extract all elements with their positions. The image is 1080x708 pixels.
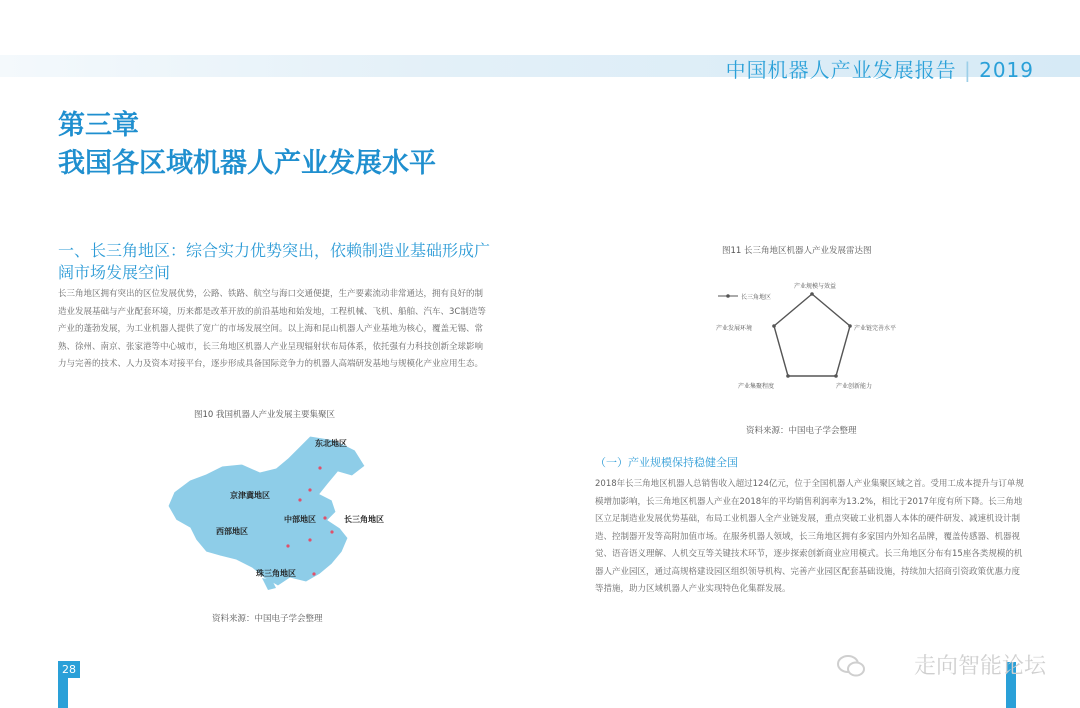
radar-polygon [774,294,850,376]
city-dot [323,516,326,519]
right-paragraph: 2018年长三角地区机器人总销售收入超过124亿元，位于全国机器人产业集聚区域之首。受用工成本提升与订单规模增加影响，长三角地区机器人产业在2018年的平均销售利润率为13.2%，相比于2017年度有所下降。长三角地区立足制造业发展优势基础，布局工业机器人全产业链发展，重点突破工业机器人本体的硬件研发、减速机设计制造、控制器开发等高附加值市场。在服务机器人领域，长三角地区拥有多家国内外知名品牌，覆盖传感器、机器视觉、语音语义理解、人机交互等关键技术环节，逐步探索创新商业应用模式。长三角地区分布有15座各类规模的机器人产业园区，通过高规格建设园区组织领导机构、完善产业园区配套基础设施，持续加大招商引资政策优惠力度等措施，助力区域机器人产业实现特色化集群发展。 [595,479,1024,594]
city-dot [330,530,333,533]
map-shape [168,436,365,586]
radar-point [810,292,814,296]
wechat-icon [836,654,866,678]
region-label: 长三角地区 [344,515,384,524]
city-dot [318,466,321,469]
region-label: 中部地区 [284,515,316,524]
radar-axis-label: 产业集聚程度 [738,383,775,390]
left-paragraph: 长三角地区拥有突出的区位发展优势，公路、铁路、航空与海口交通便捷，生产要素流动非常通达，拥有良好的制造业发展基础与产业配套环境，历来都是改革开放的前沿基地和始发地，工程机械、飞机、船舶、汽车、3C制造等产业的蓬勃发展，为工业机器人提供了宽广的市场发展空间。以上海和昆山机器人产业基地为核心，覆盖无锡、常熟、徐州、南京、张家港等中心城市，长三角地区机器人产业呈现辐射状布局体系，依托强有力科技创新全球影响力与完善的技术、人力及资本对接平台，逐步形成具备国际竞争力的机器人高端研发基地与规模化产业应用生态。 [58,289,486,369]
watermark-text: 走向智能论坛 [913,654,1046,679]
figure-10-caption: 图10 我国机器人产业发展主要集聚区 [194,410,336,420]
figure-10-source: 资料来源：中国电子学会整理 [212,614,323,624]
page-number: 28 [58,661,80,678]
region-label: 东北地区 [315,439,347,448]
section-title: 一、长三角地区：综合实力优势突出，依赖制造业基础形成广阔市场发展空间 [58,241,491,282]
radar-axis-label: 产业发展环境 [716,325,753,332]
city-dot [298,498,301,501]
radar-point [848,324,852,328]
chapter-heading [58,108,436,184]
radar-point [772,324,776,328]
china-map [160,428,400,598]
radar-axis-label: 产业创新能力 [836,383,873,390]
chapter-number: 第三章 [58,110,139,141]
subsection-title: （一）产业规模保持稳健全国 [595,456,738,469]
radar-chart [708,258,938,420]
radar-point [786,374,790,378]
legend-label: 长三角地区 [741,294,772,301]
figure-11-source: 资料来源：中国电子学会整理 [746,426,857,436]
radar-axis-label: 产业链完善水平 [854,325,897,332]
radar-axis-label: 产业规模与效益 [794,283,837,290]
region-label: 西部地区 [216,527,248,536]
radar-point [834,374,838,378]
legend-marker [726,294,730,298]
city-dot [308,538,311,541]
city-dot [286,544,289,547]
chapter-title: 我国各区域机器人产业发展水平 [58,148,436,179]
city-dot [312,572,315,575]
report-title: 中国机器人产业发展报告 | 2019 [725,58,1034,82]
region-label: 京津冀地区 [230,491,270,500]
city-dot [308,488,311,491]
region-label: 珠三角地区 [256,569,296,578]
figure-11-caption: 图11 长三角地区机器人产业发展雷达图 [722,246,872,256]
